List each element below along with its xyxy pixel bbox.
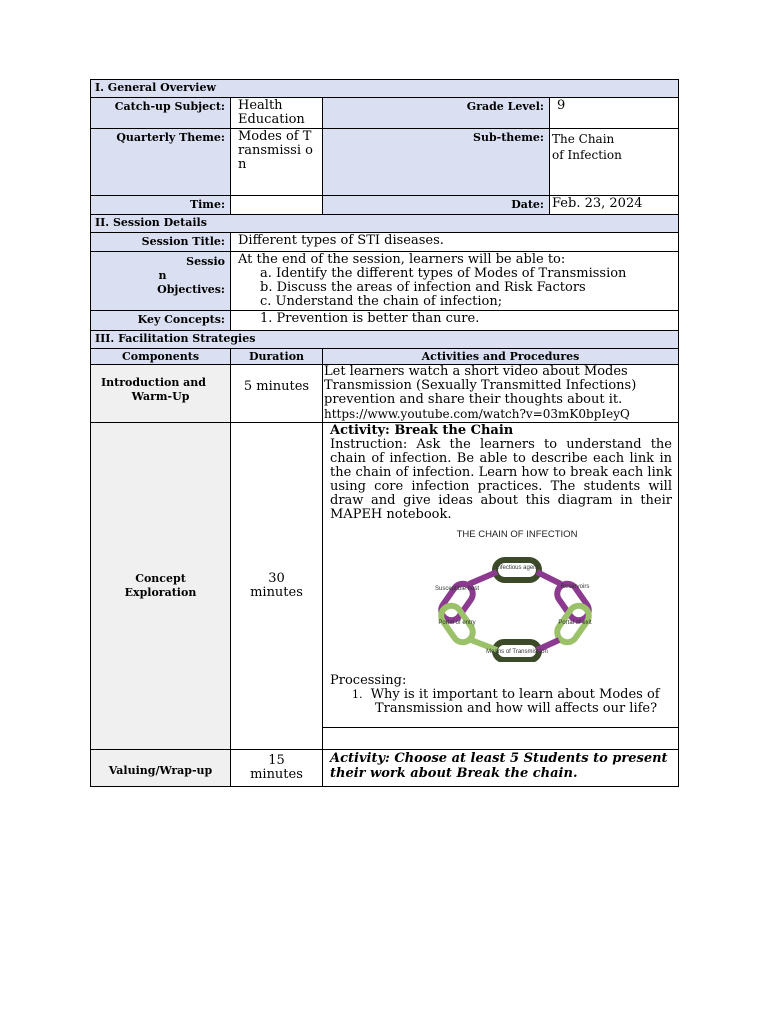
activity-title: Activity: Break the Chain — [330, 423, 514, 438]
introduction-duration: 5 minutes — [231, 365, 323, 423]
diagram-title: THE CHAIN OF INFECTION — [456, 529, 578, 540]
activities-column-header: Activities and Procedures — [323, 349, 679, 365]
objective-item: a. Identify the different types of Modes of Transmission — [260, 266, 627, 281]
duration-line: minutes — [250, 767, 303, 782]
quarterly-theme-label: Quarterly Theme: — [91, 129, 231, 196]
diagram-label: Reservoirs — [560, 584, 590, 590]
session-details-heading: II. Session Details — [91, 215, 679, 233]
processing-section — [323, 662, 678, 716]
duration-line: 30 — [268, 571, 285, 586]
session-title-value: Different types of STI diseases. — [231, 233, 679, 252]
facilitation-strategies-heading: III. Facilitation Strategies — [91, 331, 679, 349]
session-objectives-value — [231, 252, 679, 311]
component-line: Concept — [135, 572, 186, 585]
valuing-wrapup-component: Valuing/Wrap-up — [91, 750, 231, 787]
sub-theme-label: Sub-theme: — [323, 129, 550, 196]
catchup-subject-label: Catch-up Subject: — [91, 98, 231, 129]
objective-item: b. Discuss the areas of infection and Risk Factors — [260, 280, 586, 295]
processing-question — [330, 688, 677, 702]
duration-line: 15 — [268, 753, 285, 768]
chain-connector — [537, 572, 561, 584]
diagram-label: Portal of entry — [438, 620, 476, 626]
component-line: Introduction and — [101, 375, 206, 389]
video-link[interactable]: https://www.youtube.com/watch?v=03mK0bpIeyQ — [324, 407, 630, 421]
valuing-wrapup-duration — [231, 750, 323, 787]
objective-item: c. Understand the chain of infection; — [260, 294, 503, 309]
empty-divider-row — [323, 727, 678, 746]
objectives-intro: At the end of the session, learners will be able to: — [238, 252, 566, 267]
duration-column-header: Duration — [231, 349, 323, 365]
time-value — [231, 196, 323, 215]
duration-line: minutes — [250, 585, 303, 600]
chain-of-infection-diagram — [409, 524, 631, 662]
component-line: Warm-Up — [131, 389, 190, 403]
date-label: Date: — [323, 196, 550, 215]
lesson-plan-document — [90, 79, 678, 787]
introduction-activity — [323, 365, 679, 423]
diagram-label: Portal of exit — [558, 620, 592, 626]
grade-level-value: 9 — [550, 98, 679, 129]
session-title-label: Session Title: — [91, 233, 231, 252]
processing-question-line-2: Transmission and how will affects our life? — [375, 701, 658, 716]
key-concepts-value: 1. Prevention is better than cure. — [231, 311, 679, 331]
quarterly-theme-value: Modes of Transmissi on — [231, 129, 323, 196]
concept-exploration-activity — [323, 423, 679, 750]
processing-number: 1. — [352, 688, 363, 701]
diagram-label: Susceptible host — [434, 586, 480, 592]
sub-theme-line-1: The Chain — [552, 132, 615, 146]
activity-instruction: Instruction: Ask the learners to understand the chain of infection. Be able to describe each link in the chain of infection. Learn how to break each link using core infection practices. The students will draw and give ideas about this diagram in their MAPEH notebook. — [330, 437, 672, 522]
time-label: Time: — [91, 196, 231, 215]
concept-exploration-duration — [231, 423, 323, 750]
components-column-header: Components — [91, 349, 231, 365]
diagram-label: Means of Transmission — [486, 649, 548, 655]
introduction-activity-text: Let learners watch a short video about Modes Transmission (Sexually Transmitted Infections) prevention and share their thoughts about it. — [324, 364, 637, 407]
valuing-wrapup-activity: Activity: Choose at least 5 Students to present their work about Break the chain. — [323, 750, 679, 787]
chain-connector — [469, 572, 497, 584]
objectives-label-line-2: n — [158, 269, 167, 282]
date-value: Feb. 23, 2024 — [550, 196, 679, 215]
introduction-component — [91, 365, 231, 423]
processing-label: Processing: — [330, 673, 407, 688]
general-overview-heading: I. General Overview — [91, 80, 679, 98]
sub-theme-line-2: of Infection — [552, 148, 622, 162]
sub-theme-value — [550, 129, 679, 196]
catchup-subject-value: Health Education — [231, 98, 323, 129]
objectives-label-line-1: Sessio — [186, 255, 225, 268]
objectives-label-line-3: Objectives: — [157, 283, 225, 296]
grade-level-label: Grade Level: — [323, 98, 550, 129]
session-objectives-label — [91, 252, 231, 311]
diagram-label: Infectious agent — [495, 565, 539, 571]
processing-question-line-1: Why is it important to learn about Modes of — [370, 687, 660, 702]
component-line: Exploration — [124, 586, 197, 599]
concept-exploration-component — [91, 423, 231, 750]
lesson-plan-table — [90, 79, 679, 787]
key-concepts-label: Key Concepts: — [91, 311, 231, 331]
